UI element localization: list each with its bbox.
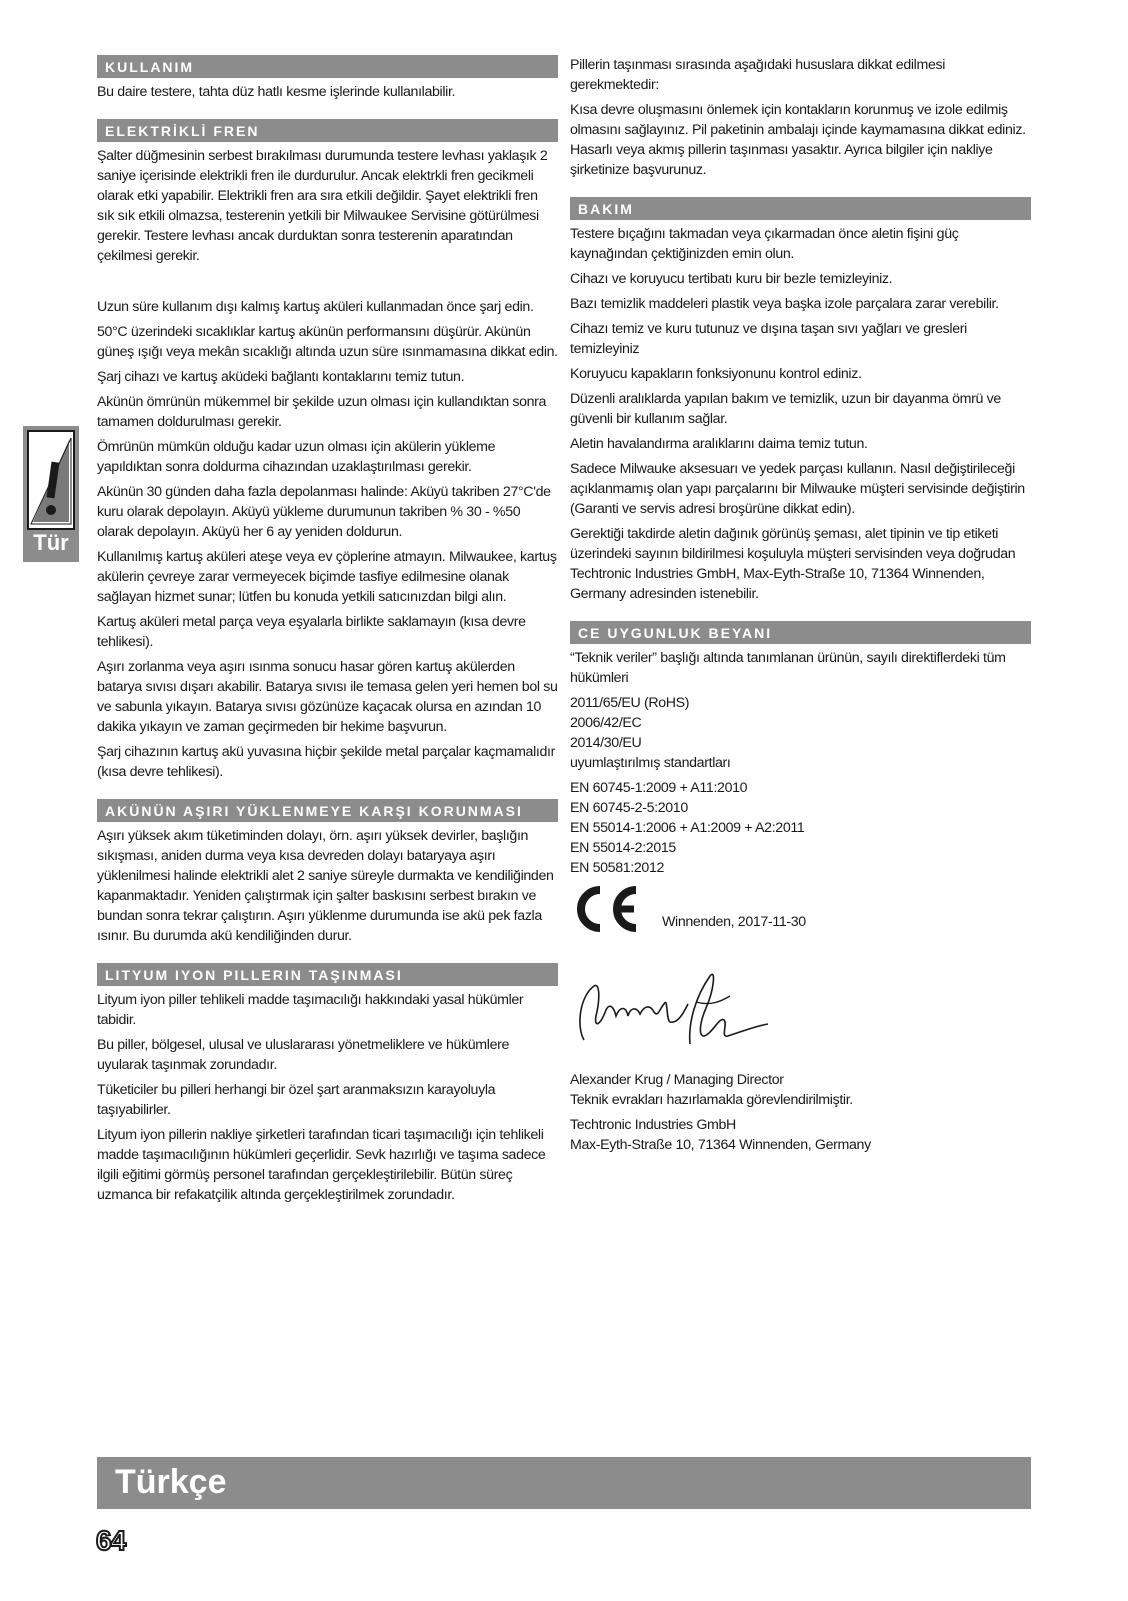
ce-intro: “Teknik veriler” başlığı altında tanımlanan ürünün, sayılı direktiflerdeki tüm hükümleri — [570, 650, 1006, 686]
company-name: Techtronic Industries GmbH — [570, 1117, 736, 1133]
paragraph: Sadece Milwauke aksesuarı ve yedek parçası kullanın. Nasıl değiştirileceği açıklanmamış olan yapı parçalarını bir Milwauke müşteri servisinde değiştirin (Garanti ve servis adresi broşürüne dikkat edin). — [570, 461, 1025, 517]
standards-list — [570, 778, 1031, 878]
right-column — [570, 55, 1031, 1160]
standard-item: EN 60745-2-5:2010 — [570, 800, 688, 816]
paragraph: 50°C üzerindeki sıcaklıklar kartuş akünün performansını düşürür. Akünün güneş ışığı veya mekân sıcaklığı altında uzun süre ısınmamasına dikkat edin. — [97, 324, 558, 360]
signature-image — [570, 966, 770, 1052]
paragraph: Akünün 30 günden daha fazla depolanması halinde: Aküyü takriben 27°C'de kuru olarak depolayın. Aküyü yükleme durumunun takriben % 30 - %50 olarak depolayın. Aküyü her 6 ay yeniden doldurun. — [97, 484, 551, 540]
standard-item: EN 55014-1:2006 + A1:2009 + A2:2011 — [570, 820, 805, 836]
signatory: Alexander Krug / Managing Director — [570, 1072, 784, 1088]
ce-mark-row — [570, 884, 1031, 956]
section-heading-fren: ELEKTRİKLİ FREN — [97, 119, 558, 142]
paragraph: Cihazı ve koruyucu tertibatı kuru bir bezle temizleyiniz. — [570, 271, 893, 287]
standard-item: EN 60745-1:2009 + A11:2010 — [570, 780, 748, 796]
paragraph: Bazı temizlik maddeleri plastik veya başka izole parçalara zarar verebilir. — [570, 296, 999, 312]
paragraph: Aletin havalandırma aralıklarını daima temiz tutun. — [570, 436, 868, 452]
paragraph: Düzenli aralıklarda yapılan bakım ve temizlik, uzun bir dayanma ömrü ve güvenli bir kullanım sağlar. — [570, 391, 1001, 427]
paragraph: Testere bıçağını takmadan veya çıkarmadan önce aletin fişini güç kaynağından çektiğinizden emin olun. — [570, 226, 959, 262]
paragraph: Uzun süre kullanım dışı kalmış kartuş aküleri kullanmadan önce şarj edin. — [97, 299, 534, 315]
paragraph: Tüketiciler bu pilleri herhangi bir özel şart aranmaksızın karayoluyla taşıyabilirler. — [97, 1082, 496, 1118]
paragraph: Kısa devre oluşmasını önlemek için kontakların korunmuş ve izole edilmiş olmasını sağlayınız. Pil paketinin ambalajı içinde kaymamasına dikkat ediniz. Hasarlı veya akmış pillerin taşınması yasaktır. Ayrıca bilgiler için nakliye şirketinize başvurunuz. — [570, 102, 1026, 178]
paragraph: Şarj cihazının kartuş akü yuvasına hiçbir şekilde metal parçalar kaçmamalıdır (kısa devre tehlikesi). — [97, 744, 555, 780]
paragraph: Ömrünün mümkün olduğu kadar uzun olması için akülerin yükleme yapıldıktan sonra doldurma cihazından uzaklaştırılması gerekir. — [97, 439, 496, 475]
authorized-note: Teknik evrakları hazırlamakla görevlendirilmiştir. — [570, 1092, 853, 1108]
company-address: Max-Eyth-Straße 10, 71364 Winnenden, Germany — [570, 1137, 871, 1153]
page-number: 64 — [96, 1525, 126, 1556]
directive-item: 2011/65/EU (RoHS) — [570, 695, 690, 711]
section-heading-ce: CE UYGUNLUK BEYANI — [570, 621, 1031, 644]
paragraph: Pillerin taşınması sırasında aşağıdaki hususlara dikkat edilmesi gerekmektedir: — [570, 57, 946, 93]
warning-triangle-icon — [27, 430, 75, 530]
section-heading-bakim: BAKIM — [570, 197, 1031, 220]
paragraph: Şalter düğmesinin serbest bırakılması durumunda testere levhası yaklaşık 2 saniye içerisinde elektrikli fren ile durdurulur. Ancak elektrkli fren gecikmeli olarak etki yapabilir. Elektrikli fren ara sıra etkili değildir. Şayet elektrikli fren sık sık etkili olmazsa, testerenin yetkili bir Milwaukee Servisine götürülmesi gerekir. Testere levhası ancak durduktan sonra testerenin aparatından çekilmesi gerekir. — [97, 148, 548, 264]
standard-item: EN 50581:2012 — [570, 860, 665, 876]
paragraph: Akünün ömrünün mükemmel bir şekilde uzun olması için kullandıktan sonra tamamen doldurulması gerekir. — [97, 394, 547, 430]
paragraph: Bu daire testere, tahta düz hatlı kesme işlerinde kullanılabilir. — [97, 84, 456, 100]
left-column — [97, 55, 558, 1210]
ce-mark-icon — [570, 884, 642, 934]
footer-title: Türkçe — [115, 1463, 227, 1501]
standard-item: EN 55014-2:2015 — [570, 840, 676, 856]
paragraph: Şarj cihazı ve kartuş aküdeki bağlantı kontaklarını temiz tutun. — [97, 369, 465, 385]
paragraph: Cihazı temiz ve kuru tutunuz ve dışına taşan sıvı yağları ve gresleri temizleyiniz — [570, 321, 967, 357]
footer-language-bar — [97, 1457, 1031, 1509]
directive-item: 2014/30/EU — [570, 735, 642, 751]
section-heading-lityum: LITYUM IYON PILLERIN TAŞINMASI — [97, 963, 558, 986]
directive-list — [570, 693, 1031, 773]
section-heading-kullanim: KULLANIM — [97, 55, 558, 78]
language-side-tab — [23, 426, 79, 562]
place-date: Winnenden, 2017-11-30 — [662, 914, 806, 930]
paragraph: Aşırı yüksek akım tüketiminden dolayı, örn. aşırı yüksek devirler, başlığın sıkışması, aniden durma veya kısa devreden dolayı bataryaya aşırı yüklenilmesi halinde elektrikli alet 2 saniye süreyle durmakta ve kendiliğinden kapanmaktadır. Yeniden çalıştırmak için şalter baskısını serbest bırakın ve bundan sonra tekrar çalıştırın. Aşırı yüklenme durumunda ise akü pek fazla ısınır. Bu durumda akü kendiliğinden durur. — [97, 828, 554, 944]
paragraph: Lityum iyon piller tehlikeli madde taşımacılığı hakkındaki yasal hükümler tabidir. — [97, 992, 524, 1028]
paragraph: Bu piller, bölgesel, ulusal ve uluslararası yönetmeliklere ve hükümlere uyularak taşınmak zorundadır. — [97, 1037, 510, 1073]
paragraph: Lityum iyon pillerin nakliye şirketleri tarafından ticari taşımacılığı için tehlikeli madde taşımacılığının hükümleri geçerlidir. Sevk hazırlığı ve taşıma sadece ilgili eğitimi görmüş personel tarafından gerçekleştirilebilir. Bütün süreç uzmanca bir refakatçilik altında gerçekleştirilmek zorundadır. — [97, 1127, 546, 1203]
paragraph: Aşırı zorlanma veya aşırı ısınma sonucu hasar gören kartuş akülerden batarya sıvısı dışarı akabilir. Batarya sıvısı ile temasa gelen yeri hemen bol su ve sabunla yıkayın. Batarya sıvısı gözünüze kaçacak olursa en azından 10 dakika yıkayın ve zaman geçirmeden bir hekime başvurun. — [97, 659, 558, 735]
side-tab-label: Tür — [33, 530, 69, 555]
paragraph: Kullanılmış kartuş aküleri ateşe veya ev çöplerine atmayın. Milwaukee, kartuş akülerin çevreye zarar vermeyecek biçimde tasfiye edilmesine olanak sağlayan hizmet sunar; lütfen bu konuda yetkili satıcınızdan bilgi alın. — [97, 549, 557, 605]
section-heading-koruma: AKÜNÜN AŞIRI YÜKLENMEYE KARŞI KORUNMASI — [97, 799, 558, 822]
directive-item: 2006/42/EC — [570, 715, 642, 731]
paragraph: Kartuş aküleri metal parça veya eşyalarla birlikte saklamayın (kısa devre tehlikesi). — [97, 614, 526, 650]
paragraph: Gerektiği takdirde aletin dağınık görünüş şeması, alet tipinin ve tip etiketi üzerindeki sayının bildirilmesi koşuluyla müşteri servisinden veya doğrudan Techtronic Industries GmbH, Max-Eyth-Straße 10, 71364 Winnenden, Germany adresinden istenebilir. — [570, 526, 1016, 602]
paragraph: Koruyucu kapakların fonksiyonunu kontrol ediniz. — [570, 366, 862, 382]
directive-item: uyumlaştırılmış standartları — [570, 755, 731, 771]
